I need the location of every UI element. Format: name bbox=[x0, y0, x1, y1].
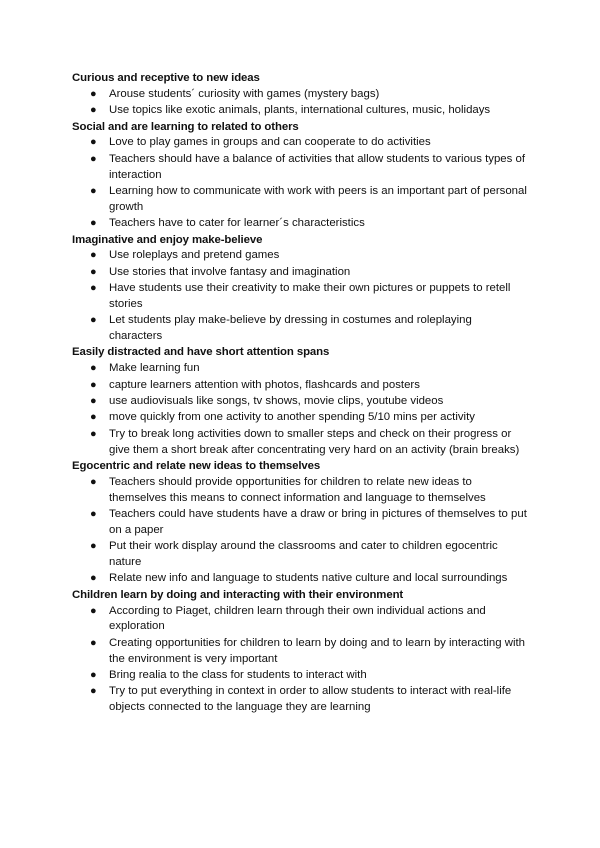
list-item-text: According to Piaget, children learn through their own individual actions and exploration bbox=[109, 604, 486, 633]
bullet-list bbox=[72, 87, 528, 119]
list-item bbox=[72, 281, 528, 313]
bullet-icon: ● bbox=[90, 427, 97, 440]
bullet-icon: ● bbox=[90, 217, 97, 230]
bullet-icon: ● bbox=[90, 572, 97, 585]
list-item-text: Arouse students´ curiosity with games (mystery bags) bbox=[109, 87, 380, 100]
list-item bbox=[72, 668, 528, 684]
list-item-text: capture learners attention with photos, flashcards and posters bbox=[109, 378, 420, 391]
section-heading: Easily distracted and have short attention spans bbox=[72, 346, 330, 359]
list-item-text: Relate new info and language to students native culture and local surroundings bbox=[109, 572, 508, 585]
bullet-icon: ● bbox=[90, 136, 97, 149]
section-heading: Curious and receptive to new ideas bbox=[72, 72, 260, 84]
bullet-list bbox=[72, 361, 528, 458]
list-item bbox=[72, 152, 528, 184]
bullet-icon: ● bbox=[90, 282, 97, 295]
document-body bbox=[72, 71, 528, 717]
list-item-text: Creating opportunities for children to learn by doing and to learn by interacting with the environment is very important bbox=[109, 636, 526, 665]
list-item bbox=[72, 184, 528, 216]
section-heading: Imaginative and enjoy make-believe bbox=[72, 233, 263, 246]
bullet-icon: ● bbox=[90, 249, 97, 262]
list-item bbox=[72, 571, 528, 587]
list-item bbox=[72, 313, 528, 345]
list-item-text: Try to break long activities down to smaller steps and check on their progress or give them a short break after concentrating very hard on an activity (brain breaks) bbox=[109, 427, 520, 456]
list-item bbox=[72, 427, 528, 459]
bullet-list bbox=[72, 475, 528, 587]
bullet-icon: ● bbox=[90, 265, 97, 278]
bullet-icon: ● bbox=[90, 540, 97, 553]
bullet-icon: ● bbox=[90, 87, 97, 100]
list-item bbox=[72, 410, 528, 426]
bullet-list bbox=[72, 135, 528, 232]
bullet-icon: ● bbox=[90, 184, 97, 197]
list-item bbox=[72, 103, 528, 119]
bullet-icon: ● bbox=[90, 411, 97, 424]
list-item-text: use audiovisuals like songs, tv shows, movie clips, youtube videos bbox=[109, 395, 444, 408]
list-item bbox=[72, 475, 528, 507]
bullet-icon: ● bbox=[90, 395, 97, 408]
list-item-text: Have students use their creativity to make their own pictures or puppets to retell stories bbox=[109, 282, 511, 310]
list-item bbox=[72, 265, 528, 281]
bullet-icon: ● bbox=[90, 685, 97, 698]
list-item bbox=[72, 684, 528, 716]
bullet-icon: ● bbox=[90, 604, 97, 617]
bullet-icon: ● bbox=[90, 104, 97, 117]
list-item-text: Make learning fun bbox=[109, 362, 200, 375]
list-item-text: Use roleplays and pretend games bbox=[109, 249, 280, 262]
list-item-text: Let students play make-believe by dressing in costumes and roleplaying characters bbox=[109, 314, 472, 343]
list-item-text: Use topics like exotic animals, plants, international cultures, music, holidays bbox=[109, 104, 491, 117]
list-item-text: Teachers should provide opportunities for children to relate new ideas to themselves this means to connect information and language to themselves bbox=[109, 475, 486, 504]
bullet-icon: ● bbox=[90, 152, 97, 165]
list-item-text: Try to put everything in context in order to allow students to interact with real-life objects connected to the language they are learning bbox=[109, 685, 512, 714]
list-item bbox=[72, 361, 528, 377]
list-item-text: move quickly from one activity to another spending 5/10 mins per activity bbox=[109, 411, 475, 424]
list-item bbox=[72, 539, 528, 571]
list-item-text: Bring realia to the class for students to interact with bbox=[109, 668, 367, 681]
bullet-icon: ● bbox=[90, 362, 97, 375]
bullet-icon: ● bbox=[90, 475, 97, 488]
list-item-text: Use stories that involve fantasy and imagination bbox=[109, 265, 351, 278]
bullet-icon: ● bbox=[90, 378, 97, 391]
list-item bbox=[72, 394, 528, 410]
list-item-text: Put their work display around the classrooms and cater to children egocentric nature bbox=[109, 540, 498, 568]
list-item-text: Teachers have to cater for learner´s characteristics bbox=[109, 217, 365, 230]
bullet-icon: ● bbox=[90, 636, 97, 649]
section-heading: Social and are learning to related to others bbox=[72, 120, 299, 133]
list-item bbox=[72, 87, 528, 103]
list-item bbox=[72, 507, 528, 539]
list-item bbox=[72, 636, 528, 668]
list-item-text: Learning how to communicate with work with peers is an important part of personal growth bbox=[109, 184, 527, 213]
list-item bbox=[72, 604, 528, 636]
list-item-text: Love to play games in groups and can cooperate to do activities bbox=[109, 136, 431, 149]
section-heading: Egocentric and relate new ideas to themselves bbox=[72, 460, 321, 473]
section-heading: Children learn by doing and interacting with their environment bbox=[72, 588, 404, 601]
list-item-text: Teachers should have a balance of activities that allow students to various types of interaction bbox=[109, 152, 525, 181]
bullet-list bbox=[72, 248, 528, 345]
bullet-icon: ● bbox=[90, 668, 97, 681]
bullet-list bbox=[72, 604, 528, 716]
list-item bbox=[72, 216, 528, 232]
bullet-icon: ● bbox=[90, 314, 97, 327]
list-item-text: Teachers could have students have a draw or bring in pictures of themselves to put on a paper bbox=[109, 508, 527, 536]
bullet-icon: ● bbox=[90, 508, 97, 521]
list-item bbox=[72, 135, 528, 151]
list-item bbox=[72, 248, 528, 264]
list-item bbox=[72, 378, 528, 394]
